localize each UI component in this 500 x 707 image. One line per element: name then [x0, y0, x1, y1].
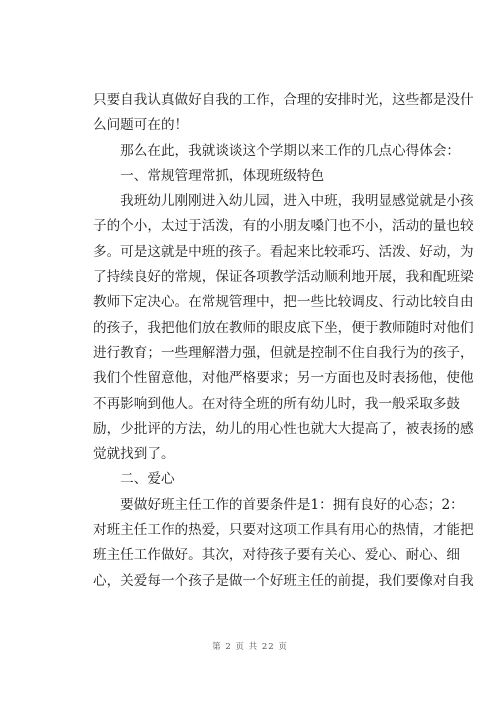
- text-line: 那么在此，我就谈谈这个学期以来工作的几点心得体会：: [93, 142, 461, 159]
- text-line: 进行教育；一些理解潜力强，但就是控制不住自我行为的孩子，: [93, 344, 474, 361]
- text-line: 对班主任工作的热爱，只要对这项工作具有用心的热情，才能把: [93, 522, 474, 539]
- section-heading: 二、爱心: [93, 471, 175, 488]
- text-line: 只要自我认真做好自我的工作，合理的安排时光，这些都是没什: [93, 92, 474, 108]
- text-line: 不再影响到他人。在对待全班的所有幼儿时，我一般采取多鼓: [93, 395, 461, 412]
- text-line: 么问题可在的！: [93, 117, 189, 134]
- text-line: 心，关爱每一个孩子是做一个好班主任的前提，我们要像对自我: [93, 572, 474, 589]
- body-text: [93, 88, 474, 594]
- text-line: 我们个性留意他，对他严格要求；另一方面也及时表扬他，使他: [93, 370, 474, 387]
- text-line: 教师下定决心。在常规管理中，把一些比较调皮、行动比较自由: [93, 294, 474, 311]
- text-line: 了持续良好的常规，保证各项教学活动顺利地开展，我和配班梁: [93, 269, 474, 286]
- page-number-footer: 第 2 页 共 22 页: [212, 642, 288, 652]
- text-line: 要做好班主任工作的首要条件是1：拥有良好的心态；2：: [93, 496, 464, 513]
- text-line: 的孩子，我把他们放在教师的眼皮底下坐，便于教师随时对他们: [93, 319, 474, 336]
- text-line: 觉就找到了。: [93, 446, 175, 463]
- text-line: 子的个小，太过于活泼，有的小朋友嗓门也不小，活动的量也较: [93, 218, 474, 235]
- text-line: 班主任工作做好。其次，对待孩子要有关心、爱心、耐心、细: [93, 547, 461, 564]
- text-line: 多。可是这就是中班的孩子。看起来比较乖巧、活泼、好动，为: [93, 243, 474, 260]
- text-line: 励，少批评的方法，幼儿的用心性也就大大提高了，被表扬的感: [93, 420, 474, 437]
- text-line: 我班幼儿刚刚进入幼儿园，进入中班，我明显感觉就是小孩: [93, 193, 474, 210]
- section-heading: 一、常规管理常抓，体现班级特色: [93, 167, 325, 184]
